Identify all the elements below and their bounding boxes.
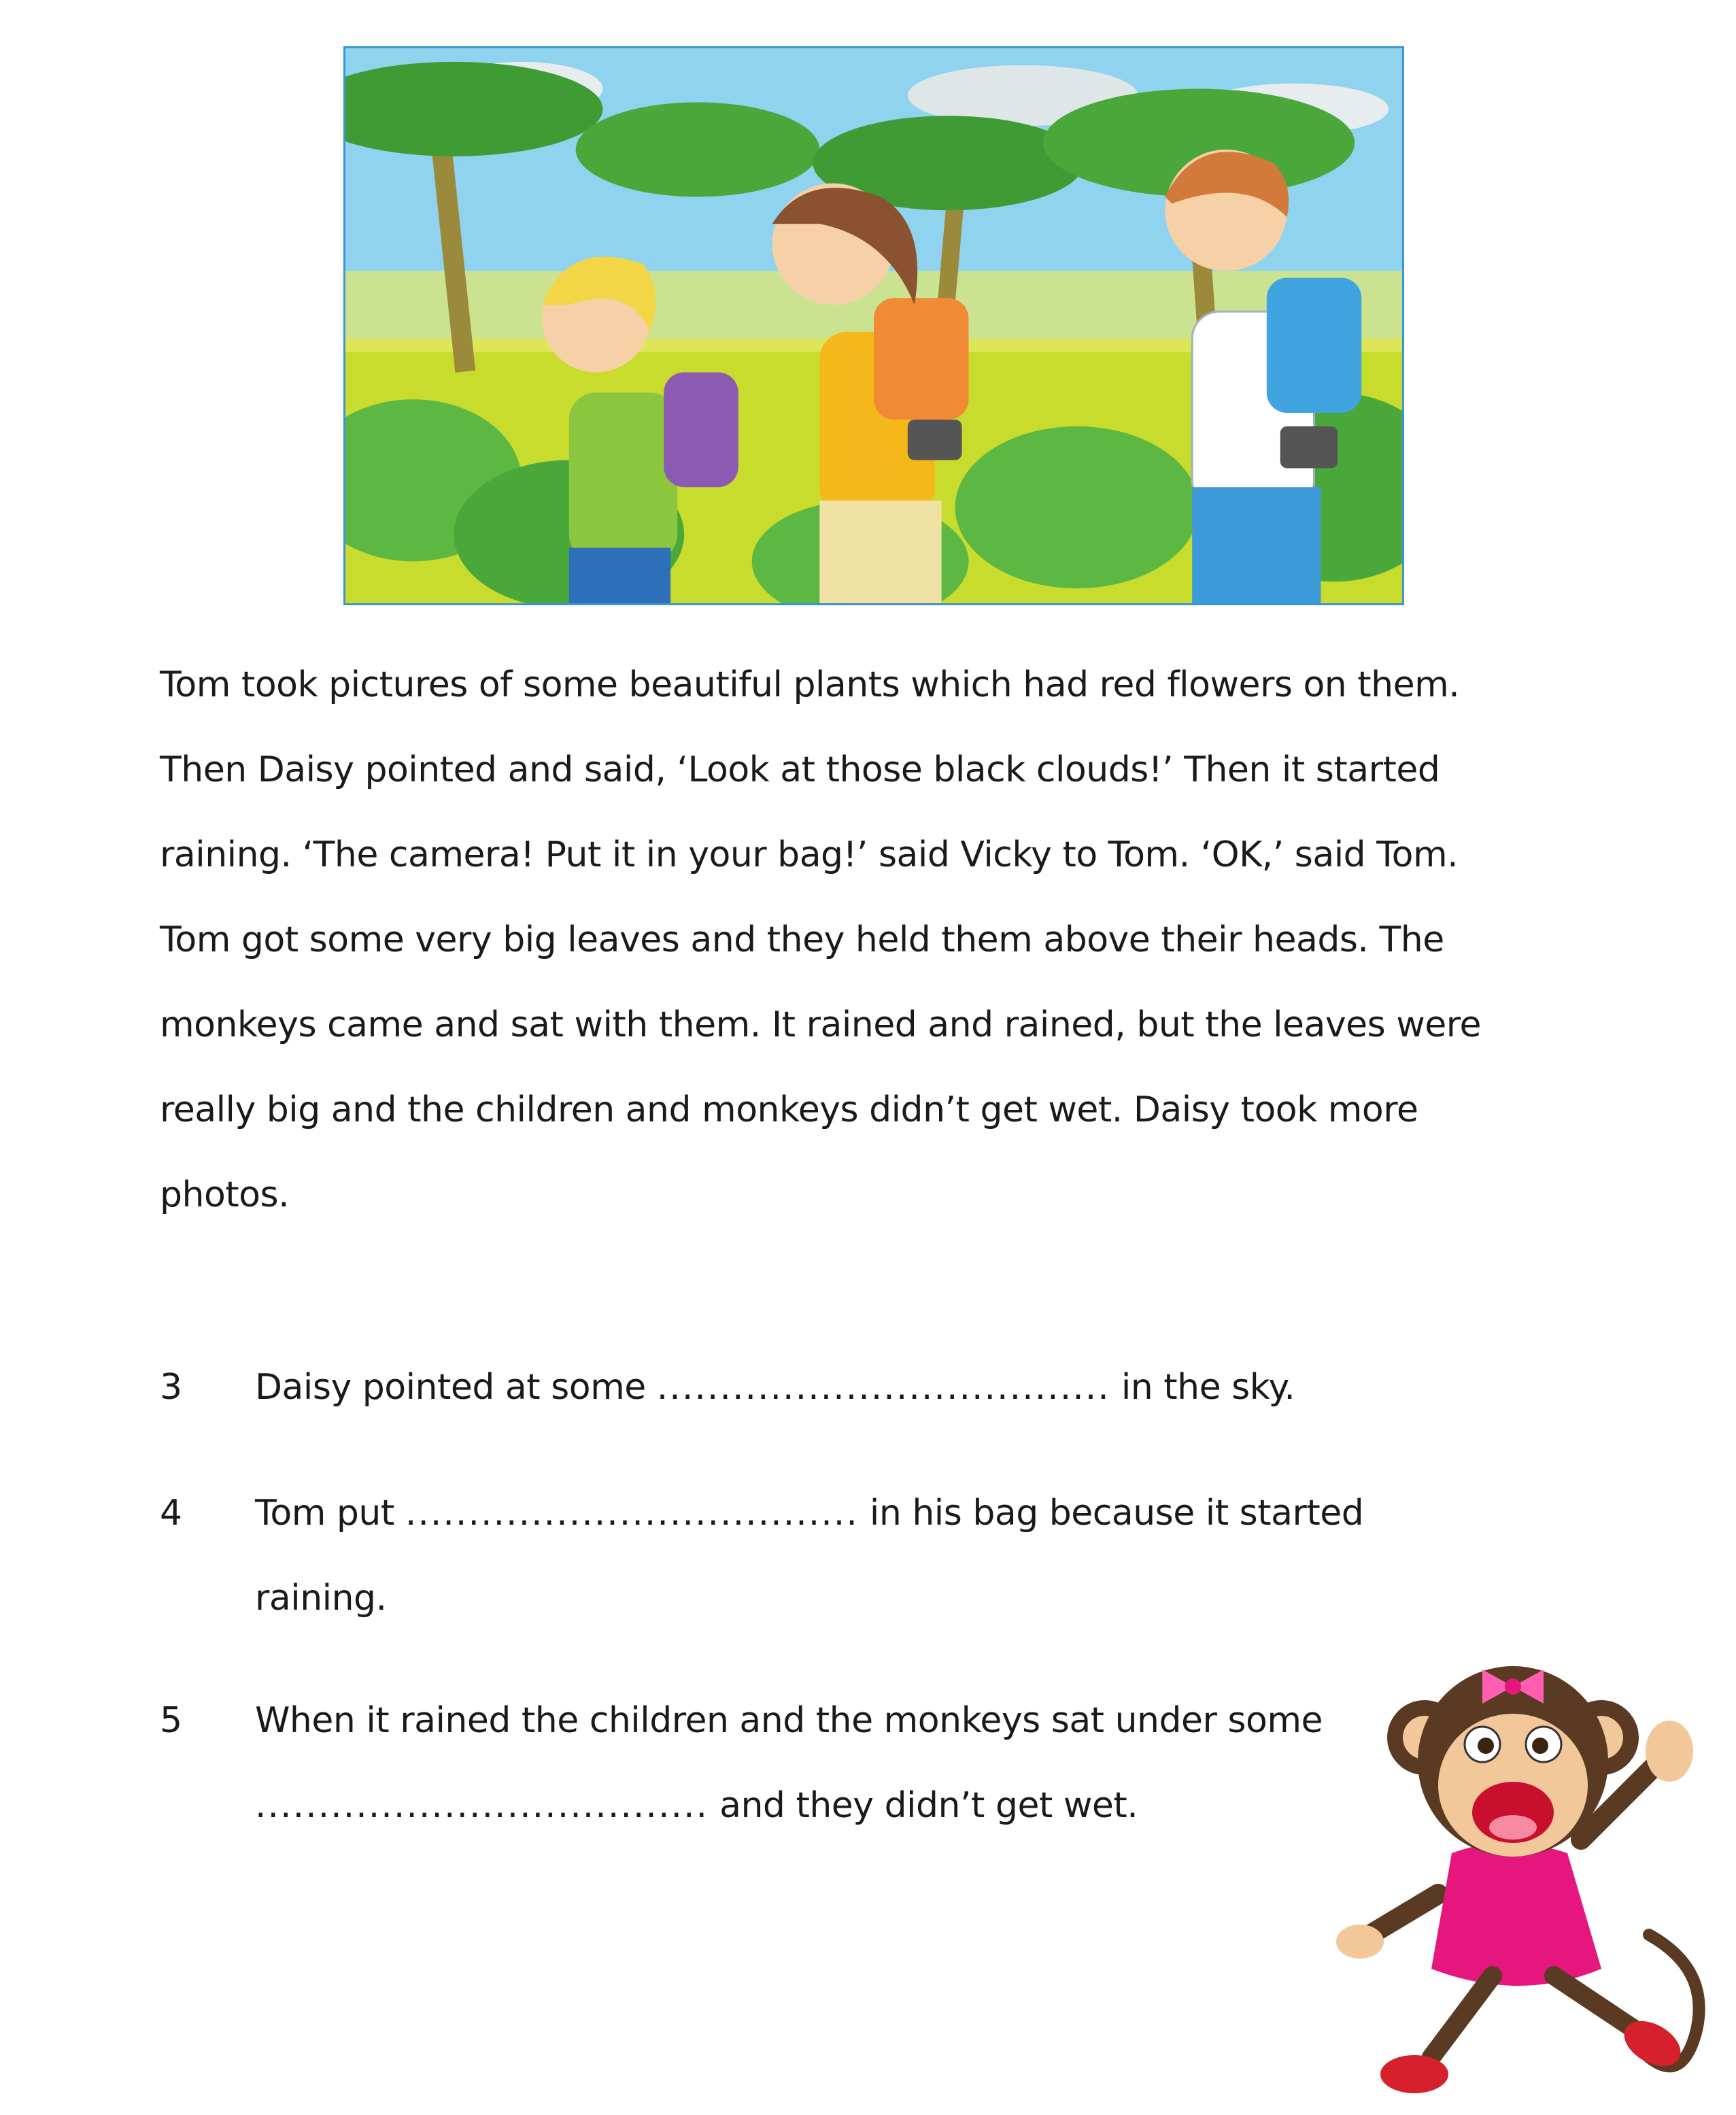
story-text xyxy=(160,643,1574,1238)
story-line: Tom took pictures of some beautiful plants which had red flowers on them. xyxy=(160,664,1460,705)
question-before: Daisy pointed at some xyxy=(255,1367,657,1408)
question-before: Tom put xyxy=(255,1493,405,1534)
question-5 xyxy=(160,1700,1384,1836)
question-after: in his bag because it started xyxy=(858,1493,1364,1534)
question-after: and they didn’t get wet. xyxy=(709,1785,1138,1826)
story-line: photos. xyxy=(160,1174,290,1215)
jungle-illustration xyxy=(343,46,1404,605)
question-text xyxy=(255,1493,1363,1534)
question-4 xyxy=(160,1493,1588,1629)
answer-blank[interactable]: .................................... xyxy=(255,1785,709,1826)
story-line: Tom got some very big leaves and they held them above their heads. The xyxy=(160,919,1444,960)
question-number: 3 xyxy=(160,1367,182,1408)
jungle-illustration-icon xyxy=(345,48,1402,603)
answer-blank[interactable]: .................................... xyxy=(656,1367,1110,1408)
question-text xyxy=(255,1367,1295,1408)
question-continuation: raining. xyxy=(255,1578,387,1619)
question-text: When it rained the children and the monkeys sat under some xyxy=(255,1700,1323,1741)
question-after: in the sky. xyxy=(1110,1367,1295,1408)
story-line: monkeys came and sat with them. It rained and rained, but the leaves were xyxy=(160,1004,1482,1045)
question-number: 4 xyxy=(160,1493,182,1534)
monkey-mascot-icon xyxy=(1329,1649,1724,2112)
monkey-mascot xyxy=(1329,1649,1724,2112)
story-line: raining. ‘The camera! Put it in your bag!’ said Vicky to Tom. ‘OK,’ said Tom. xyxy=(160,834,1459,875)
story-line: Then Daisy pointed and said, ‘Look at those black clouds!’ Then it started xyxy=(160,749,1440,790)
answer-blank[interactable]: .................................... xyxy=(405,1493,859,1534)
story-line: really big and the children and monkeys didn’t get wet. Daisy took more xyxy=(160,1089,1418,1130)
question-answer-line xyxy=(255,1785,1138,1826)
question-number: 5 xyxy=(160,1700,182,1741)
question-3 xyxy=(160,1367,1588,1421)
